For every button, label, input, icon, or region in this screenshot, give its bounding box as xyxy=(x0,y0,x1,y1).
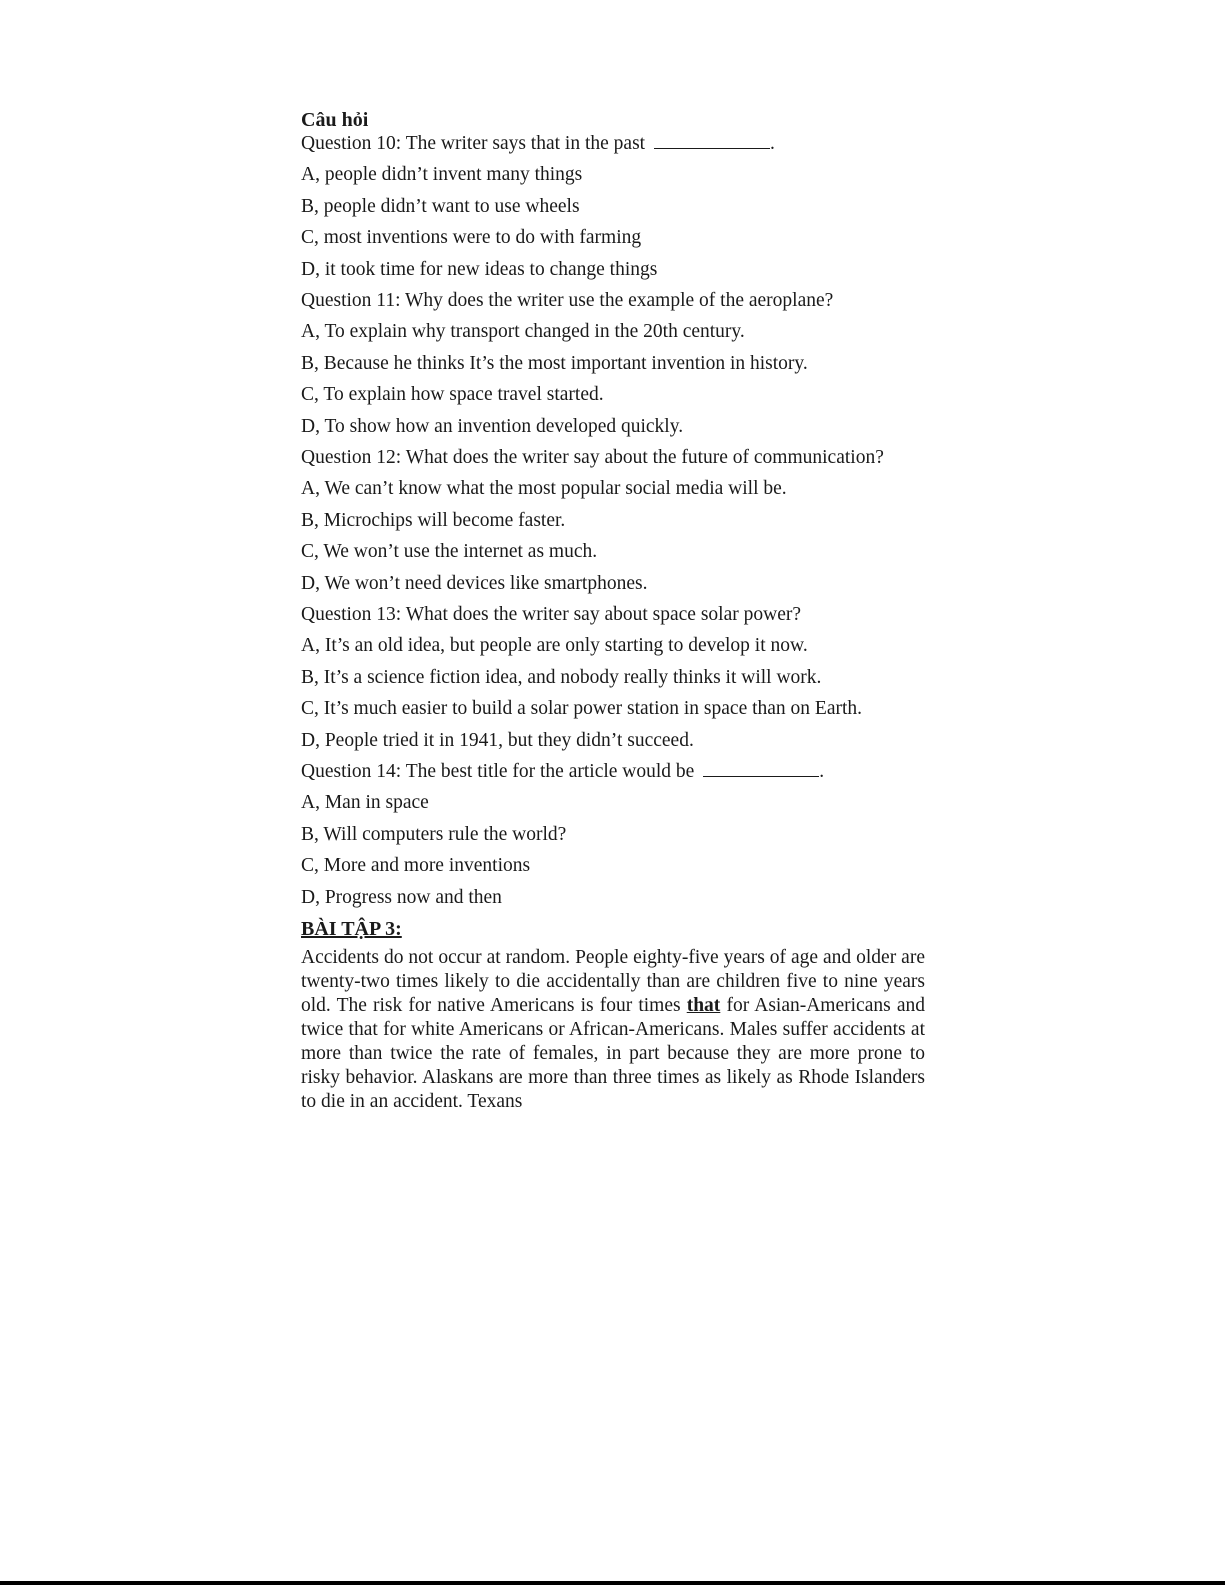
option-b: B, Will computers rule the world? xyxy=(301,823,567,845)
reading-passage: Accidents do not occur at random. People eighty-five years of age and older are twenty-two times likely to die accidentally than are children five to nine years old. The risk for native Americans is four times that for Asian-Americans and twice that for white Americans or African-Americans. Males suffer accidents at more than twice the rate of females, in part because they are more prone to risky behavior. Alaskans are more than three times as likely as Rhode Islanders to die in an accident. Texans xyxy=(301,947,925,1112)
question-title: Question 12: What does the writer say about the future of communication? xyxy=(301,447,884,468)
option-b: B, people didn’t want to use wheels xyxy=(301,195,580,217)
question-title: Question 10: The writer says that in the past . xyxy=(301,133,775,154)
option-c: C, More and more inventions xyxy=(301,855,531,876)
question-title: Question 13: What does the writer say about space solar power? xyxy=(301,604,801,625)
option-d: D, People tried it in 1941, but they didn’t succeed. xyxy=(301,729,694,751)
option-b: B, Because he thinks It’s the most important invention in history. xyxy=(301,352,808,374)
answer-blank xyxy=(703,760,819,777)
option-c: C, We won’t use the internet as much. xyxy=(301,541,598,562)
option-d: D, Progress now and then xyxy=(301,886,502,908)
question-14 xyxy=(301,760,925,910)
option-b: B, It’s a science fiction idea, and nobody really thinks it will work. xyxy=(301,666,822,688)
question-title: Question 11: Why does the writer use the example of the aeroplane? xyxy=(301,290,834,311)
option-a: A, people didn’t invent many things xyxy=(301,164,583,185)
option-d: D, We won’t need devices like smartphones. xyxy=(301,572,648,594)
option-d: D, To show how an invention developed quickly. xyxy=(301,415,684,437)
section-title: BÀI TẬP 3: xyxy=(301,918,402,940)
option-c: C, most inventions were to do with farming xyxy=(301,227,642,248)
option-d: D, it took time for new ideas to change things xyxy=(301,258,658,280)
document-page xyxy=(301,108,925,1114)
page-bottom-border xyxy=(0,1581,1225,1585)
emphasized-word: that xyxy=(686,995,721,1016)
question-11 xyxy=(301,289,925,439)
option-a: A, We can’t know what the most popular social media will be. xyxy=(301,478,787,499)
option-b: B, Microchips will become faster. xyxy=(301,509,566,531)
answer-blank xyxy=(654,132,770,149)
question-13 xyxy=(301,603,925,753)
option-c: C, To explain how space travel started. xyxy=(301,384,604,405)
option-a: A, It’s an old idea, but people are only starting to develop it now. xyxy=(301,635,808,656)
option-a: A, To explain why transport changed in the 20th century. xyxy=(301,321,745,342)
question-10 xyxy=(301,132,925,282)
question-12 xyxy=(301,446,925,596)
questions-heading: Câu hỏi xyxy=(301,109,369,131)
option-a: A, Man in space xyxy=(301,792,429,813)
question-title: Question 14: The best title for the article would be . xyxy=(301,761,825,782)
option-c: C, It’s much easier to build a solar power station in space than on Earth. xyxy=(301,698,863,719)
